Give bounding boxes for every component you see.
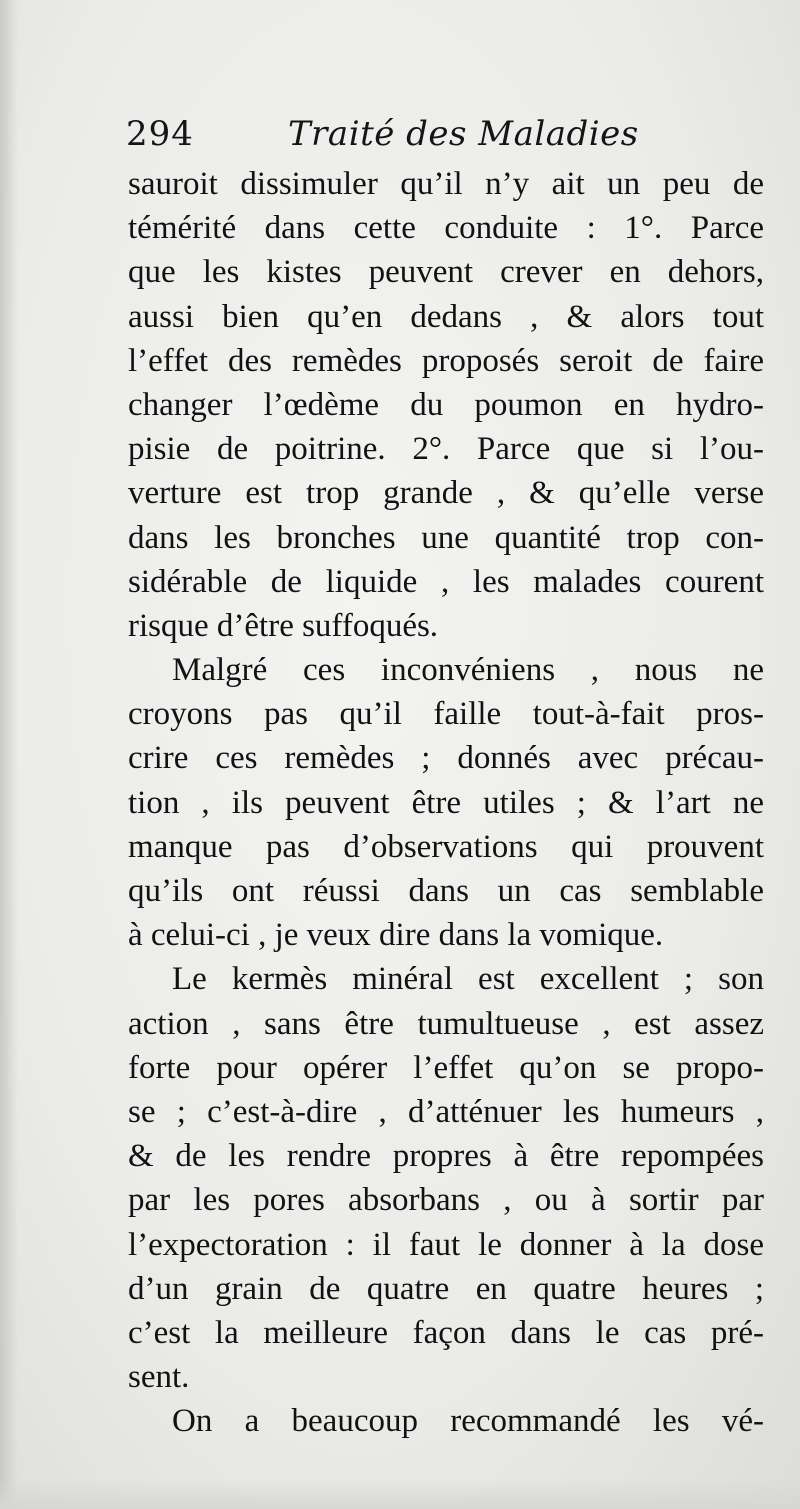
- text-line: sidérable de liquide , les malades courent: [128, 563, 764, 600]
- text-line: crire ces remèdes ; donnés avec précau-: [128, 740, 764, 777]
- text-line: dans les bronches une quantité trop con-: [128, 519, 764, 556]
- text-line: se ; c’est-à-dire , d’atténuer les humeurs ,: [128, 1093, 764, 1130]
- text-line: croyons pas qu’il faille tout-à-fait pros-: [128, 696, 764, 733]
- paragraph-start-line: Le kermès minéral est excellent ; son: [172, 961, 764, 998]
- text-line: l’effet des remèdes proposés seroit de faire: [128, 342, 764, 379]
- text-line: c’est la meilleure façon dans le cas pré-: [128, 1314, 764, 1351]
- text-line: par les pores absorbans , ou à sortir par: [128, 1182, 764, 1219]
- text-line: pisie de poitrine. 2°. Parce que si l’ou-: [128, 431, 764, 468]
- page-header: [126, 108, 766, 158]
- text-line: sauroit dissimuler qu’il n’y ait un peu de: [128, 166, 764, 202]
- text-line: manque pas d’observations qui prouvent: [128, 828, 764, 865]
- paragraph-end-line: à celui-ci , je veux dire dans la vomique.: [128, 917, 664, 954]
- text-line: d’un grain de quatre en quatre heures ;: [128, 1270, 764, 1307]
- text-line: qu’ils ont réussi dans un cas semblable: [128, 873, 764, 909]
- text-line: action , sans être tumultueuse , est assez: [128, 1005, 764, 1042]
- paragraph-start-line: Malgré ces inconvéniens , nous ne: [172, 652, 764, 689]
- paragraph-end-line: risque d’être suffoqués.: [128, 607, 439, 644]
- page-number: 294: [126, 114, 194, 154]
- paragraph-end-line: sent.: [128, 1359, 190, 1396]
- text-line: changer l’œdème du poumon en hydro-: [128, 386, 764, 423]
- page-bottom-shadow: [0, 1479, 800, 1509]
- text-line: tion , ils peuvent être utiles ; & l’art ne: [128, 784, 764, 821]
- body-text: [128, 162, 764, 1443]
- text-line: l’expectoration : il faut le donner à la dose: [128, 1226, 764, 1263]
- page-gutter-shadow: [0, 0, 18, 1509]
- text-line: verture est trop grande , & qu’elle verse: [128, 475, 764, 512]
- running-title: Traité des Maladies: [288, 114, 639, 154]
- text-line: témérité dans cette conduite : 1°. Parce: [128, 210, 764, 247]
- text-line: que les kistes peuvent crever en dehors,: [128, 254, 764, 291]
- text-line: & de les rendre propres à être repompées: [128, 1138, 764, 1175]
- text-line: aussi bien qu’en dedans , & alors tout: [128, 298, 764, 335]
- text-line: forte pour opérer l’effet qu’on se propo-: [128, 1049, 764, 1086]
- paragraph-start-line: On a beaucoup recommandé les vé-: [172, 1403, 764, 1440]
